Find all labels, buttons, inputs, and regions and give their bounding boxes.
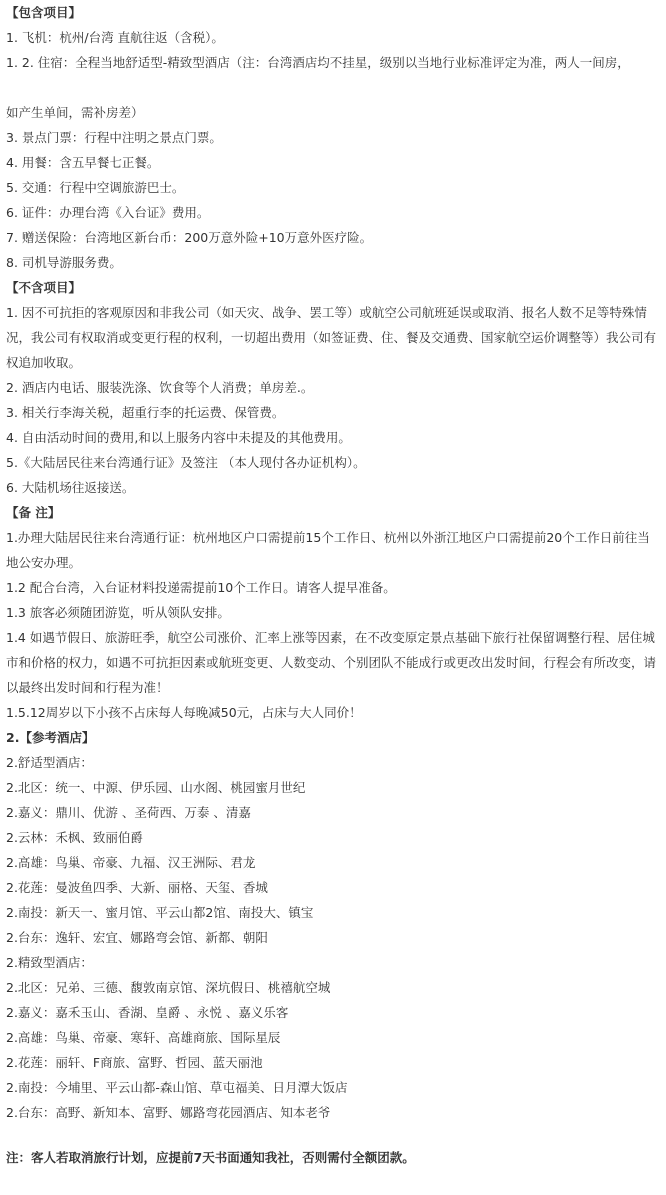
- hotels-item: 2.高雄：鸟巢、帝豪、寒轩、高雄商旅、国际星辰: [6, 1030, 281, 1045]
- remarks-item: 1.4 如遇节假日、旅游旺季，航空公司涨价、汇率上涨等因素，在不改变原定景点基础下旅行社保留调整行程、居住城市和价格的权力，如遇不可抗拒因素或航班变更、人数变动、个别团队不能成行或更改出发时间，行程会有所改变，请以最终出发时间和行程为准！: [6, 630, 657, 695]
- included-item: 4. 用餐：含五早餐七正餐。: [6, 155, 160, 170]
- hotels-item: 2.云林：禾枫、致丽伯爵: [6, 830, 143, 845]
- document: [6, 0, 662, 1170]
- excluded-item: 5.《大陆居民往来台湾通行证》及签注 （本人现付各办证机构）。: [6, 455, 366, 470]
- hotels-item: 2.南投：新天一、蜜月馆、平云山都2馆、南投大、镇宝: [6, 905, 314, 920]
- included-item: 6. 证件：办理台湾《入台证》费用。: [6, 205, 210, 220]
- included-item: 7. 赠送保险：台湾地区新台币：200万意外险+10万意外医疗险。: [6, 230, 373, 245]
- remarks-item: 1.3 旅客必须随团游览，听从领队安排。: [6, 605, 230, 620]
- remarks-item: 1.5.12周岁以下小孩不占床每人每晚减50元，占床与大人同价！: [6, 705, 362, 720]
- hotels-item: 2.台东：逸轩、宏宜、娜路弯会馆、新都、朝阳: [6, 930, 268, 945]
- included-item: 1. 2. 住宿：全程当地舒适型-精致型酒店（注：台湾酒店均不挂星，级别以当地行业标准评定为准，两人一间房，: [6, 55, 630, 70]
- excluded-item: 1. 因不可抗拒的客观原因和非我公司（如天灾、战争、罢工等）或航空公司航班延误或取消、报名人数不足等特殊情况，我公司有权取消或变更行程的权利，一切超出费用（如签证费、住、餐及交通费、国家航空运价调整等）我公司有权追加收取。: [6, 305, 657, 370]
- remarks-item: 1.办理大陆居民往来台湾通行证：杭州地区户口需提前15个工作日、杭州以外浙江地区户口需提前20个工作日前往当地公安办理。: [6, 530, 650, 570]
- footer-note: 注：客人若取消旅行计划，应提前7天书面通知我社，否则需付全额团款。: [6, 1150, 415, 1165]
- hotels-item: 2.精致型酒店：: [6, 955, 93, 970]
- remarks-item: 1.2 配合台湾，入台证材料投递需提前10个工作日。请客人提早准备。: [6, 580, 396, 595]
- excluded-item: 3. 相关行李海关税，超重行李的托运费、保管费。: [6, 405, 285, 420]
- hotels-item: 2.嘉义：鼎川、优游 、圣荷西、万泰 、清嘉: [6, 805, 251, 820]
- hotels-item: 2.南投：今埔里、平云山都-森山馆、草屯福美、日月潭大饭店: [6, 1080, 348, 1095]
- included-item: 1. 飞机：杭州/台湾 直航往返（含税）。: [6, 30, 224, 45]
- remarks-heading: 【备 注】: [6, 505, 61, 520]
- excluded-item: 6. 大陆机场往返接送。: [6, 480, 135, 495]
- hotels-item: 2.台东：高野、新知本、富野、娜路弯花园酒店、知本老爷: [6, 1105, 331, 1120]
- excluded-item: 4. 自由活动时间的费用,和以上服务内容中未提及的其他费用。: [6, 430, 351, 445]
- excluded-heading: 【不含项目】: [6, 280, 82, 295]
- hotels-item: 2.北区：统一、中源、伊乐园、山水阁、桃园蜜月世纪: [6, 780, 306, 795]
- included-heading: 【包含项目】: [6, 5, 82, 20]
- hotels-heading: 2.【参考酒店】: [6, 730, 95, 745]
- hotels-item: 2.高雄：鸟巢、帝豪、九福、汉王洲际、君龙: [6, 855, 256, 870]
- excluded-item: 2. 酒店内电话、服装洗涤、饮食等个人消费；单房差.。: [6, 380, 314, 395]
- hotels-item: 2.花莲：曼波鱼四季、大新、丽格、天玺、香城: [6, 880, 268, 895]
- included-item: 如产生单间，需补房差）: [6, 105, 144, 120]
- included-item: 5. 交通：行程中空调旅游巴士。: [6, 180, 185, 195]
- hotels-item: 2.舒适型酒店：: [6, 755, 93, 770]
- hotels-item: 2.花莲：丽轩、F商旅、富野、哲园、蓝天丽池: [6, 1055, 263, 1070]
- hotels-item: 2.嘉义：嘉禾玉山、香湖、皇爵 、永悦 、嘉义乐客: [6, 1005, 289, 1020]
- spacer: [6, 1125, 662, 1145]
- included-item: 8. 司机导游服务费。: [6, 255, 122, 270]
- included-item: 3. 景点门票：行程中注明之景点门票。: [6, 130, 222, 145]
- hotels-item: 2.北区：兄弟、三德、馥敦南京馆、深坑假日、桃禧航空城: [6, 980, 331, 995]
